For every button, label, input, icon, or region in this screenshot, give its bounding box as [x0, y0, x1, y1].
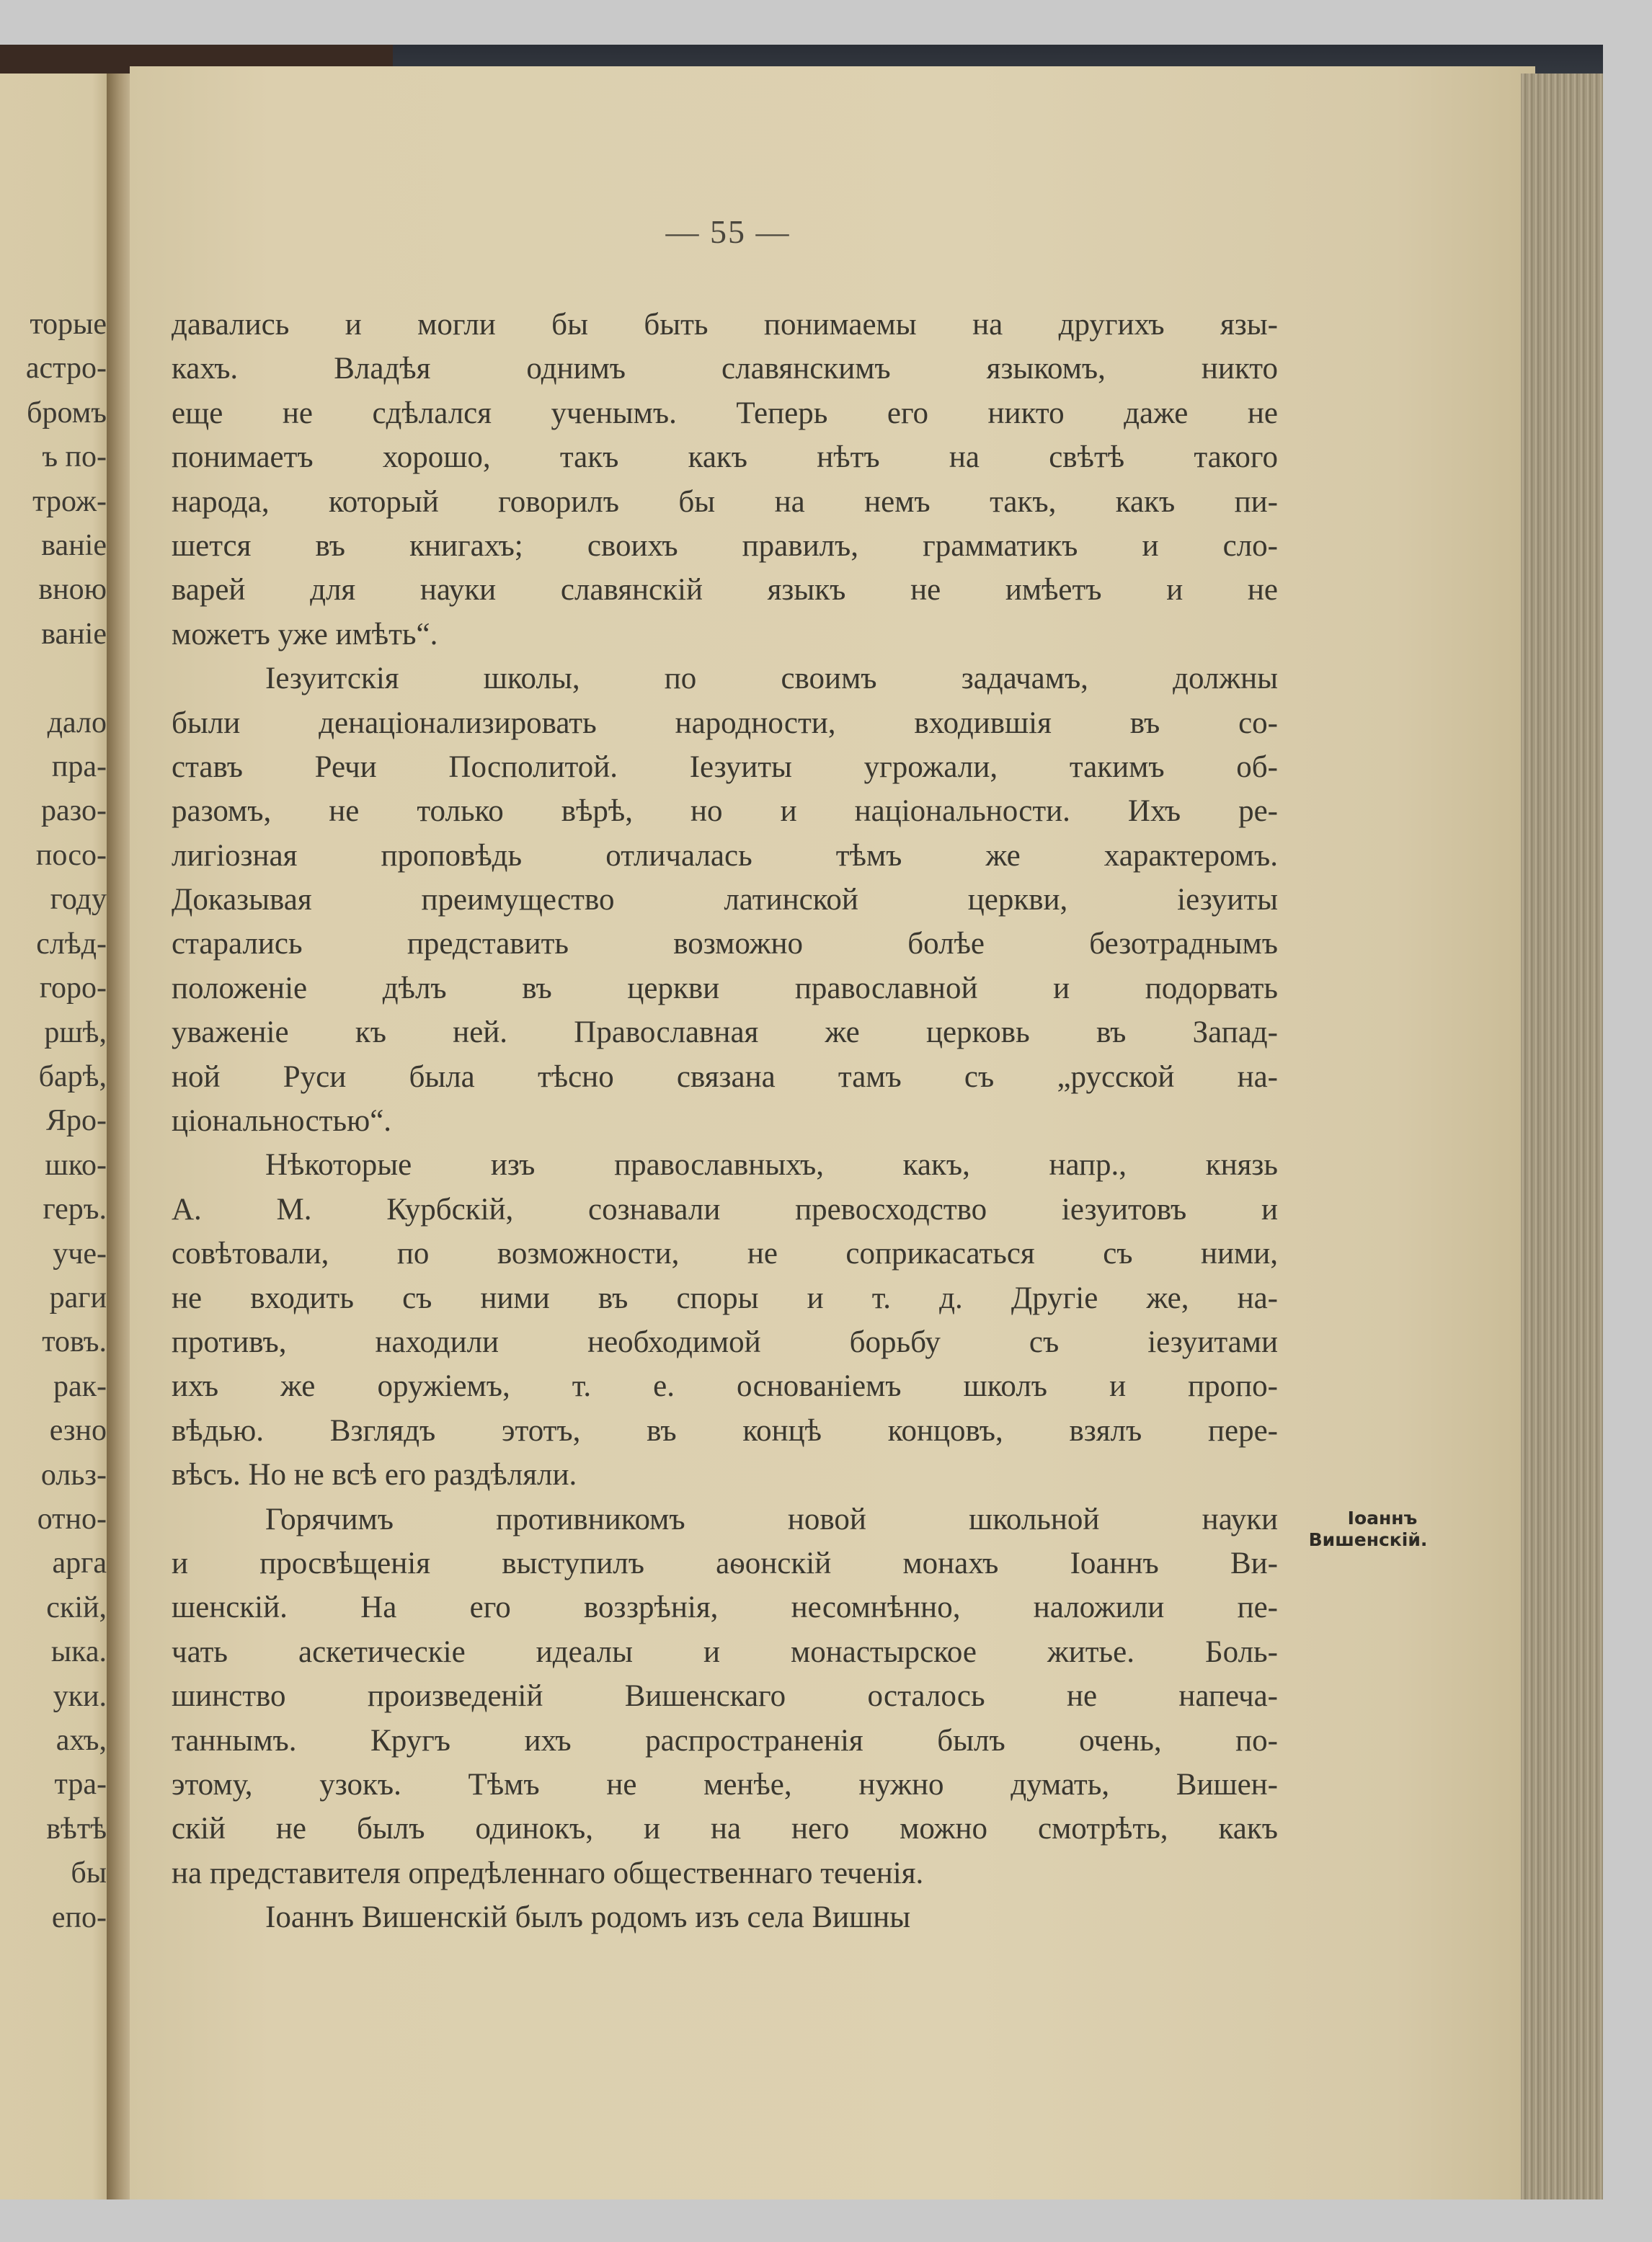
text-line: Горячимъ противникомъ новой школьной науки [265, 1502, 1278, 1536]
left-fragment-line: ршѣ, [44, 1015, 107, 1049]
text-line: Іоаннъ Вишенскій былъ родомъ изъ села Вишны [265, 1900, 911, 1935]
paragraph [172, 303, 1278, 657]
text-line: ціональностью“. [172, 1104, 392, 1139]
paragraph [172, 1498, 1278, 1896]
left-fragment-line: барѣ, [38, 1059, 107, 1093]
left-fragment-line: ваніе [41, 529, 107, 563]
left-fragment-line: уче- [53, 1237, 107, 1271]
left-fragment-line: ыка. [50, 1635, 107, 1669]
text-line: скій не былъ одинокъ, и на него можно смотрѣть, какъ [172, 1812, 1278, 1846]
text-line: старались представить возможно болѣе безотраднымъ [172, 927, 1278, 961]
left-fragment-line: раги [49, 1281, 107, 1314]
text-line: вѣсъ. Но не всѣ его раздѣляли. [172, 1458, 577, 1493]
left-fragment-line: рак- [53, 1369, 107, 1403]
paragraph [172, 657, 1278, 1143]
text-line: ихъ же оружіемъ, т. е. основаніемъ школъ и пропо- [172, 1369, 1278, 1404]
left-fragment-line: уки. [53, 1679, 107, 1713]
left-fragment-line: разо- [41, 794, 107, 828]
left-fragment-line: бы [71, 1856, 107, 1890]
left-fragment-line: пра- [51, 750, 107, 784]
left-fragment-line: году [50, 883, 107, 917]
left-fragment-line: отно- [37, 1502, 107, 1536]
text-line: ной Руси была тѣсно связана тамъ съ „русской на- [172, 1059, 1278, 1094]
left-fragment-line: шко- [45, 1148, 107, 1182]
paragraph [172, 1143, 1278, 1497]
text-line: вѣдью. Взглядъ этотъ, въ концѣ концовъ, взялъ пере- [172, 1413, 1278, 1448]
text-line: уваженіе къ ней. Православная же церковь въ Запад- [172, 1015, 1278, 1050]
text-line: чать аскетическіе идеалы и монастырское житье. Боль- [172, 1634, 1278, 1669]
text-line: шенскій. На его воззрѣнія, несомнѣнно, наложили пе- [172, 1591, 1278, 1625]
left-fragment-line: ваніе [41, 617, 107, 651]
left-fragment-line: товъ. [42, 1325, 107, 1359]
left-fragment-line: торые [30, 308, 107, 341]
text-line: совѣтовали, по возможности, не соприкасаться съ ними, [172, 1237, 1278, 1271]
page-edges [1521, 74, 1603, 2199]
text-line: давались и могли бы быть понимаемы на другихъ язы- [172, 308, 1278, 342]
left-fragment-line: скій, [46, 1591, 107, 1624]
text-line: на представителя опредѣленнаго общественнаго теченія. [172, 1856, 924, 1890]
text-line: таннымъ. Кругъ ихъ распространенія былъ очень, по- [172, 1723, 1278, 1758]
page-number: — 55 — [665, 213, 791, 250]
text-line: А. М. Курбскій, сознавали превосходство іезуитовъ и [172, 1192, 1278, 1227]
text-line: Нѣкоторые изъ православныхъ, какъ, напр., князь [265, 1148, 1278, 1183]
text-line: шется въ книгахъ; своихъ правилъ, грамматикъ и сло- [172, 528, 1278, 563]
left-fragment-line: арга [52, 1547, 107, 1580]
left-fragment-line: геръ. [43, 1193, 107, 1227]
text-line: варей для науки славянскій языкъ не имѣетъ и не [172, 573, 1278, 608]
text-line: народа, который говорилъ бы на немъ такъ, какъ пи- [172, 484, 1278, 519]
text-line: понимаетъ хорошо, такъ какъ нѣтъ на свѣтѣ такого [172, 440, 1278, 475]
left-fragment-line: вѣтѣ [46, 1812, 107, 1846]
left-fragment-line: горо- [39, 971, 107, 1005]
left-fragment-line: езно [49, 1414, 107, 1448]
margin-note-line: Вишенскій. [1308, 1529, 1428, 1550]
text-line: Іезуитскія школы, по своимъ задачамъ, должны [265, 662, 1278, 696]
text-line: этому, узокъ. Тѣмъ не менѣе, нужно думать, Вишен- [172, 1767, 1278, 1802]
left-fragment-line: бромъ [27, 396, 107, 430]
left-fragment-line [0, 657, 107, 700]
text-line: ставъ Речи Посполитой. Іезуиты угрожали, такимъ об- [172, 749, 1278, 784]
margin-note-line: Іоаннъ [1347, 1508, 1418, 1529]
left-fragment-line: астро- [25, 352, 107, 386]
paragraph [172, 1895, 1278, 1939]
text-line: можетъ уже имѣть“. [172, 617, 438, 651]
left-fragment-line: ъ по- [42, 440, 107, 474]
text-line: еще не сдѣлался ученымъ. Теперь его никто даже не [172, 396, 1278, 430]
left-fragment-line: Яро- [46, 1104, 107, 1138]
left-fragment-line: тра- [54, 1768, 107, 1802]
text-line: шинство произведеній Вишенскаго осталось не напеча- [172, 1679, 1278, 1714]
text-line: и просвѣщенія выступилъ аѳонскій монахъ Іоаннъ Ви- [172, 1546, 1278, 1580]
left-fragment-line: дало [47, 706, 107, 739]
left-fragment-line: ольз- [40, 1458, 107, 1492]
left-fragment-line: ахъ, [55, 1724, 107, 1757]
left-fragment-line: епо- [51, 1900, 107, 1934]
text-line: были денаціонализировать народности, входившія въ со- [172, 706, 1278, 740]
text-line: разомъ, не только вѣрѣ, но и національности. Ихъ ре- [172, 794, 1278, 829]
text-line: Доказывая преимущество латинской церкви, іезуиты [172, 883, 1278, 917]
text-line: лигіозная проповѣдь отличалась тѣмъ же характеромъ. [172, 838, 1278, 873]
left-fragment-line: слѣд- [36, 927, 107, 961]
left-fragment-line: посо- [35, 838, 107, 872]
left-fragment-line: вною [38, 573, 107, 607]
main-text-column [172, 303, 1278, 1939]
text-line: не входить съ ними въ споры и т. д. Другіе же, на- [172, 1281, 1278, 1315]
text-line: противъ, находили необходимой борьбу съ іезуитами [172, 1325, 1278, 1359]
text-line: кахъ. Владѣя однимъ славянскимъ языкомъ, никто [172, 352, 1278, 386]
margin-note [1282, 1508, 1455, 1551]
left-page-text-fragments [0, 303, 107, 1940]
left-fragment-line: трож- [32, 484, 107, 518]
text-line: положеніе дѣлъ въ церкви православной и подорвать [172, 971, 1278, 1005]
